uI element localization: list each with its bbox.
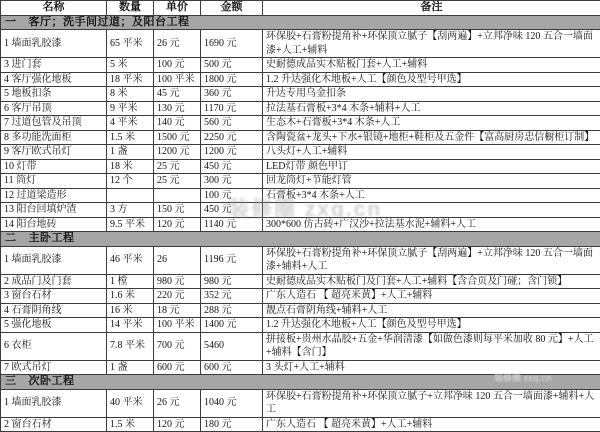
cell-unit-price: 140 元 [154, 116, 201, 131]
section-header [1, 375, 600, 390]
cell-name: 7 过道包管及吊顶 [1, 116, 107, 131]
table-row [1, 303, 600, 318]
cell-amount: 300 元 [201, 174, 263, 189]
cell-quantity: 1 盏 [107, 145, 154, 160]
cell-unit-price: 45 元 [154, 87, 201, 102]
table-row [1, 130, 600, 145]
cell-amount: 980 元 [201, 274, 263, 289]
cell-quantity: 18 平米 [107, 72, 154, 87]
cell-remark: 八头灯+人工+辅料 [263, 145, 600, 160]
watermark-corner: 装修圈 zxq.cn [494, 371, 552, 384]
cell-quantity: 18 米 [107, 159, 154, 174]
cell-name: 9 客厅欧式吊灯 [1, 145, 107, 160]
section-title: 次卧工程 [29, 375, 75, 387]
header-row [1, 1, 600, 16]
cell-amount: 1170 元 [201, 101, 263, 116]
cell-name: 11 筒灯 [1, 174, 107, 189]
cell-quantity: 1.5 米 [107, 417, 154, 432]
cell-name: 5 强化地板 [1, 318, 107, 333]
cell-amount: 1800 元 [201, 72, 263, 87]
cell-name: 3 窗台石材 [1, 289, 107, 304]
table-row [1, 289, 600, 304]
cell-amount: 500 元 [201, 58, 263, 73]
cell-remark [263, 203, 600, 218]
cell-name: 6 客厅吊顶 [1, 101, 107, 116]
cell-unit-price: 100 平米 [154, 318, 201, 333]
cell-quantity: 8 米 [107, 87, 154, 102]
table-row [1, 389, 600, 417]
cell-name: 4 客厅强化地板 [1, 72, 107, 87]
table-row [1, 246, 600, 274]
cell-remark: 环保胶+石膏粉提角补+环保顶立腻子+立邦净味 120 五合一墙面漆+辅料+人工 [263, 389, 600, 417]
table-body [1, 15, 600, 432]
section-header [1, 15, 600, 30]
cell-amount: 352 元 [201, 289, 263, 304]
cell-quantity: 46 平米 [107, 246, 154, 274]
cell-remark: 环保胶+石膏粉提角补+环保顶立腻子【刮两遍】+立邦净味 120 五合一墙面漆+辅料+人工 [263, 246, 600, 274]
table-row [1, 87, 600, 102]
cell-amount: 1196 元 [201, 246, 263, 274]
cell-amount: 560 元 [201, 116, 263, 131]
cell-amount: 450 元 [201, 159, 263, 174]
table-row [1, 217, 600, 232]
cell-unit-price: 25 元 [154, 174, 201, 189]
cell-quantity: 4 平米 [107, 116, 154, 131]
table-row [1, 318, 600, 333]
column-header-cell-unit-price: 单价 [154, 1, 201, 16]
section-number: 一 [5, 16, 17, 30]
table-row [1, 332, 600, 360]
cell-name: 1 墙面乳胶漆 [1, 30, 107, 58]
cell-remark: LED灯带 颜色甲订 [263, 159, 600, 174]
cell-name: 4 石膏阴角线 [1, 303, 107, 318]
cell-unit-price: 18 元 [154, 303, 201, 318]
cell-name: 14 阳台地砖 [1, 217, 107, 232]
cell-unit-price [154, 188, 201, 203]
table-row [1, 274, 600, 289]
cell-unit-price: 100 元 [154, 58, 201, 73]
table-row [1, 188, 600, 203]
cell-quantity: 1 樘 [107, 274, 154, 289]
cell-name: 13 阳台回填炉渣 [1, 203, 107, 218]
cell-quantity: 14 平米 [107, 318, 154, 333]
cell-remark: 拉法基石膏板+3*4 木条+辅料+人工 [263, 101, 600, 116]
cell-name: 1 墙面乳胶漆 [1, 389, 107, 417]
cell-quantity: 9 平米 [107, 101, 154, 116]
cell-unit-price: 120 元 [154, 417, 201, 432]
cell-unit-price: 1500 元 [154, 130, 201, 145]
cell-unit-price: 100 平米 [154, 72, 201, 87]
section-number: 三 [5, 375, 17, 389]
cell-quantity: 1.5 米 [107, 130, 154, 145]
cell-quantity: 3 方 [107, 203, 154, 218]
cell-amount: 5460 [201, 332, 263, 360]
table-row [1, 116, 600, 131]
cell-unit-price: 1200 元 [154, 145, 201, 160]
cell-amount: 180 元 [201, 417, 263, 432]
cell-quantity: 65 平米 [107, 30, 154, 58]
cell-remark: 广东人造石 【 超亮米黄】+人工+辅料 [263, 289, 600, 304]
cell-quantity: 1.6 米 [107, 289, 154, 304]
cell-amount: 450 元 [201, 203, 263, 218]
table-row [1, 174, 600, 189]
cell-quantity: 9.5 平米 [107, 217, 154, 232]
cell-quantity: 40 平米 [107, 389, 154, 417]
cell-name: 5 地板扣条 [1, 87, 107, 102]
cell-remark: 回龙筒灯+节能灯管 [263, 174, 600, 189]
table-header [1, 1, 600, 16]
section-title: 主卧工程 [29, 232, 75, 244]
cell-remark: 广东人造石 【 超亮米黄】+人工+辅料 [263, 417, 600, 432]
cell-remark: 生态木+石膏板+3*4 木条+人工 [263, 116, 600, 131]
table-row [1, 203, 600, 218]
table-row [1, 145, 600, 160]
cell-name: 1 墙面乳胶漆 [1, 246, 107, 274]
table-row [1, 360, 600, 375]
table-row [1, 417, 600, 432]
cell-remark: 300*600 仿古砖+广汉沙+拉法基水泥+辅料+人工 [263, 217, 600, 232]
cell-quantity: 12 个 [107, 174, 154, 189]
cell-name: 3 进门套 [1, 58, 107, 73]
section-number: 二 [5, 232, 17, 246]
cell-unit-price: 220 元 [154, 289, 201, 304]
table-row [1, 72, 600, 87]
cell-amount: 1690 元 [201, 30, 263, 58]
cell-unit-price: 980 元 [154, 274, 201, 289]
cell-remark: 史耐德成品实木贴板门套+人工+辅料 [263, 58, 600, 73]
cell-unit-price: 120 元 [154, 217, 201, 232]
cell-name: 12 过道梁造形 [1, 188, 107, 203]
cell-unit-price: 26 [154, 246, 201, 274]
cell-amount: 288 元 [201, 303, 263, 318]
section-title: 客厅；洗手间过道；及阳台工程 [29, 16, 190, 28]
cell-unit-price: 26 元 [154, 30, 201, 58]
cell-amount: 600 元 [201, 360, 263, 375]
cell-amount: 1040 元 [201, 389, 263, 417]
cell-name: 7 欧式吊灯 [1, 360, 107, 375]
cell-remark: 拼接板+贵州水晶胶+五金+华润清漆【如做色漆则每平米加收 80 元】+人工+辅料【含门】 [263, 332, 600, 360]
cell-remark: 靓点石膏阴角线+辅料+人工 [263, 303, 600, 318]
cell-remark: 1.2 升达强化木地板+人工【颜色及型号甲选】 [263, 72, 600, 87]
section-header [1, 232, 600, 247]
cell-name: 2 窗台石材 [1, 417, 107, 432]
watermark-center: 装修圈 zxq.cn [228, 193, 382, 223]
cell-amount: 1200 元 [201, 145, 263, 160]
cell-remark: 升达专用乌金扣条 [263, 87, 600, 102]
cell-amount: 1140 元 [201, 217, 263, 232]
cell-unit-price: 700 元 [154, 332, 201, 360]
cell-amount: 360 元 [201, 87, 263, 102]
cell-remark: 3 头灯+人工+辅料 [263, 360, 600, 375]
cell-remark: 史耐德成品实木贴板门及门套+人工+辅料【含合页及门碰；含门锁】 [263, 274, 600, 289]
cell-quantity [107, 188, 154, 203]
cell-remark: 含陶瓷盆+龙头+下水+银镜+地柜+鞋柜及五金件【富高厨房忠信橱柜订制】 [263, 130, 600, 145]
cell-amount: 100 元 [201, 188, 263, 203]
column-header-cell-quantity: 数量 [107, 1, 154, 16]
cell-quantity: 5 米 [107, 58, 154, 73]
table-row [1, 101, 600, 116]
table-row [1, 58, 600, 73]
cell-name: 6 衣柜 [1, 332, 107, 360]
cell-unit-price: 25 元 [154, 159, 201, 174]
cell-amount: 1400 元 [201, 318, 263, 333]
cell-amount: 2250 元 [201, 130, 263, 145]
cell-remark: 石膏板+3*4 木条+人工 [263, 188, 600, 203]
cell-unit-price: 26 元 [154, 389, 201, 417]
cell-unit-price: 150 元 [154, 203, 201, 218]
cell-quantity: 16 米 [107, 303, 154, 318]
cell-name: 2 成品门及门套 [1, 274, 107, 289]
table-row [1, 159, 600, 174]
column-header-cell-amount: 金额 [201, 1, 263, 16]
cell-remark: 1.2 升达强化木地板+人工【颜色及型号甲选】 [263, 318, 600, 333]
cell-name: 10 灯带 [1, 159, 107, 174]
column-header-cell-remark: 备注 [263, 1, 600, 16]
cell-unit-price: 130 元 [154, 101, 201, 116]
cell-unit-price: 600 元 [154, 360, 201, 375]
cell-quantity: 7.8 平米 [107, 332, 154, 360]
table-row [1, 30, 600, 58]
cell-name: 8 多功能洗面柜 [1, 130, 107, 145]
column-header-cell-name: 名称 [1, 1, 107, 16]
cell-quantity: 1 盏 [107, 360, 154, 375]
cell-remark: 环保胶+石膏粉提角补+环保顶立腻子【刮两遍】+立邦净味 120 五合一墙面漆+人工+辅料 [263, 30, 600, 58]
